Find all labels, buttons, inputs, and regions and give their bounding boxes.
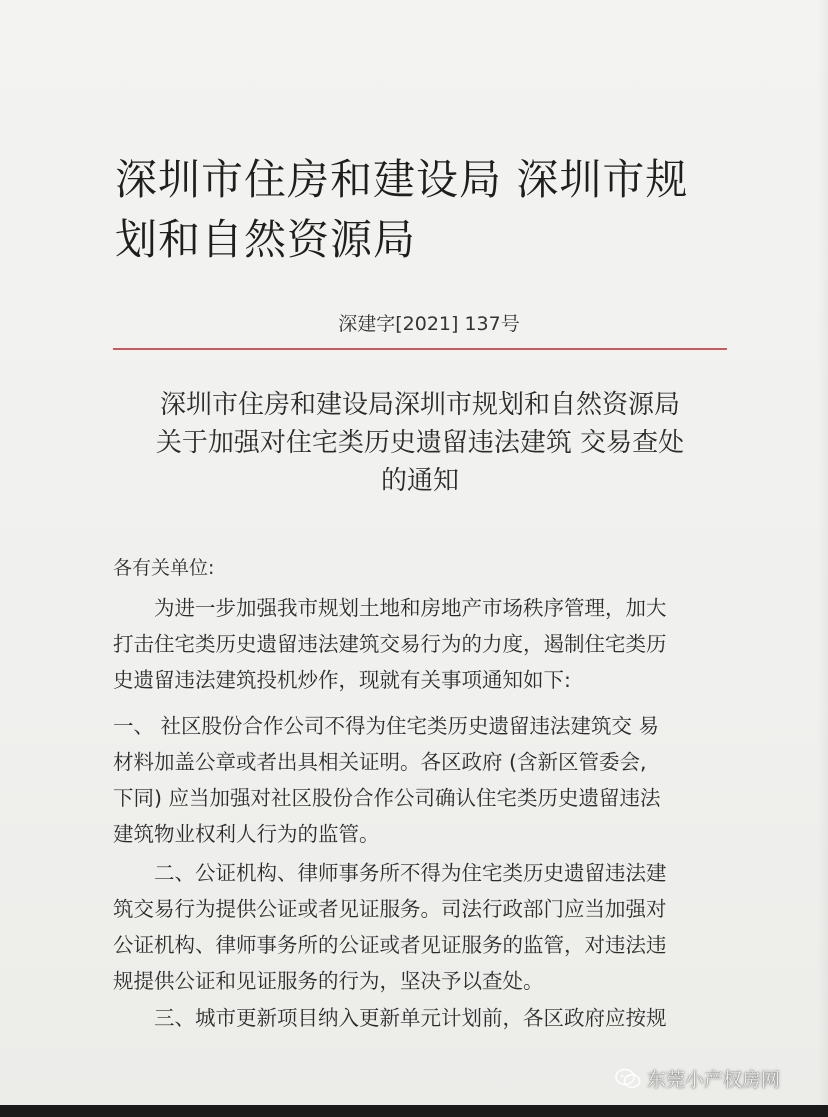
paragraph-line: 建筑物业权利人行为的监管。 (113, 822, 380, 846)
notice-title-line-3: 的通知 (380, 466, 459, 496)
notice-title (120, 386, 720, 500)
notice-title-line-2: 关于加强对住宅类历史遗留违法建筑 交易查处 (155, 428, 685, 458)
paragraph-line: 公证机构、律师事务所的公证或者见证服务的监管，对违法违 (113, 933, 667, 957)
paragraph-line: 筑交易行为提供公证或者见证服务。司法行政部门应当加强对 (113, 897, 667, 921)
scan-edge-shadow (818, 0, 828, 1117)
salutation: 各有关单位: (113, 557, 215, 579)
title-line-2: 划和自然资源局 (115, 215, 417, 264)
document-number: 深建字[2021] 137号 (338, 313, 520, 335)
watermark-text: 东莞小产权房网 (647, 1069, 781, 1091)
red-divider (113, 348, 727, 350)
title-line-1: 深圳市住房和建设局 深圳市规 (115, 155, 689, 204)
paragraph-line: 为进一步加强我市规划土地和房地产市场秩序管理，加大 (113, 596, 667, 620)
paragraph-line: 规提供公证和见证服务的行为，坚决予以查处。 (113, 969, 544, 993)
issuing-authority-title (115, 150, 735, 270)
paragraph-line: 二、公证机构、律师事务所不得为住宅类历史遗留违法建 (113, 861, 667, 885)
intro-paragraph (113, 590, 667, 698)
item-one-paragraph (113, 708, 661, 852)
paragraph-line: 材料加盖公章或者出具相关证明。各区政府 (含新区管委会, (113, 750, 647, 774)
paragraph-line: 下同) 应当加强对社区股份合作公司确认住宅类历史遗留违法 (113, 786, 661, 810)
bottom-dark-bar (0, 1105, 828, 1117)
paragraph-line: 三、城市更新项目纳入更新单元计划前，各区政府应按规 (113, 1006, 667, 1030)
wechat-icon (615, 1068, 641, 1090)
notice-title-line-1: 深圳市住房和建设局深圳市规划和自然资源局 (159, 390, 680, 420)
paragraph-line: 一、 社区股份合作公司不得为住宅类历史遗留违法建筑交 易 (113, 714, 660, 738)
item-three-paragraph (113, 1000, 667, 1036)
item-two-paragraph (113, 855, 667, 999)
paragraph-line: 打击住宅类历史遗留违法建筑交易行为的力度，遏制住宅类历 (113, 632, 667, 656)
wechat-watermark (615, 1065, 780, 1092)
paragraph-line: 史遗留违法建筑投机炒作，现就有关事项通知如下: (113, 668, 571, 692)
